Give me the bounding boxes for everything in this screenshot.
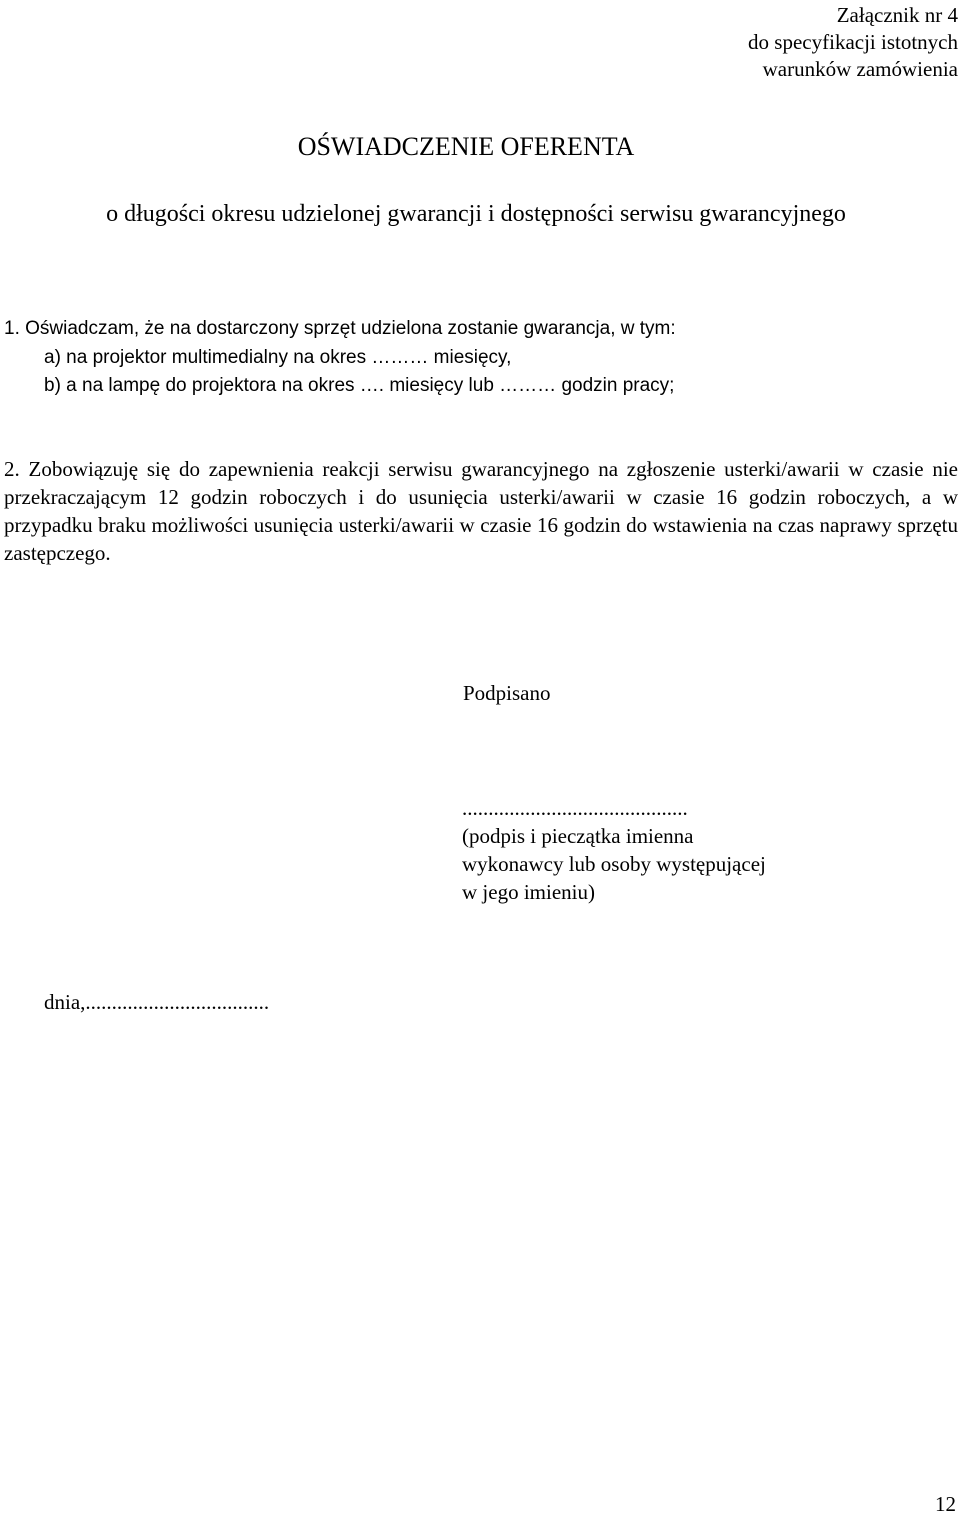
page-number: 12 xyxy=(935,1492,956,1516)
signature-caption-1: (podpis i pieczątka imienna xyxy=(462,824,694,848)
signed-label: Podpisano xyxy=(463,681,551,705)
document-subtitle: o długości okresu udzielonej gwarancji i dostępności serwisu gwarancyjnego xyxy=(106,201,846,227)
warranty-item-lamp: b) a na lampę do projektora na okres …. miesięcy lub ……… godzin pracy; xyxy=(44,375,675,396)
signature-block xyxy=(462,794,766,906)
service-commitment-paragraph: 2. Zobowiązuję się do zapewnienia reakcji serwisu gwarancyjnego na zgłoszenie usterki/awarii w czasie nie przekraczającym 12 godzin roboczych i do usunięcia usterki/awarii w czasie 16 godzin roboczych, a w przypadku braku możliwości usunięcia usterki/awarii w czasie 16 godzin do wstawienia na czas naprawy sprzętu zastępczego. xyxy=(4,457,958,565)
signature-caption-3: w jego imieniu) xyxy=(462,880,595,904)
attachment-line-3: warunków zamówienia xyxy=(762,57,958,81)
attachment-line-2: do specyfikacji istotnych xyxy=(748,30,958,54)
date-line: dnia,................................... xyxy=(44,990,270,1014)
warranty-item-projector: a) na projektor multimedialny na okres ……… miesięcy, xyxy=(44,347,512,368)
attachment-line-1: Załącznik nr 4 xyxy=(836,3,958,27)
signature-dots: ........................................... xyxy=(462,796,688,820)
document-title: OŚWIADCZENIE OFERENTA xyxy=(297,132,635,161)
warranty-intro: 1. Oświadczam, że na dostarczony sprzęt udzielona zostanie gwarancja, w tym: xyxy=(4,318,676,339)
signature-caption-2: wykonawcy lub osoby występującej xyxy=(462,852,766,876)
attachment-note xyxy=(748,2,958,83)
